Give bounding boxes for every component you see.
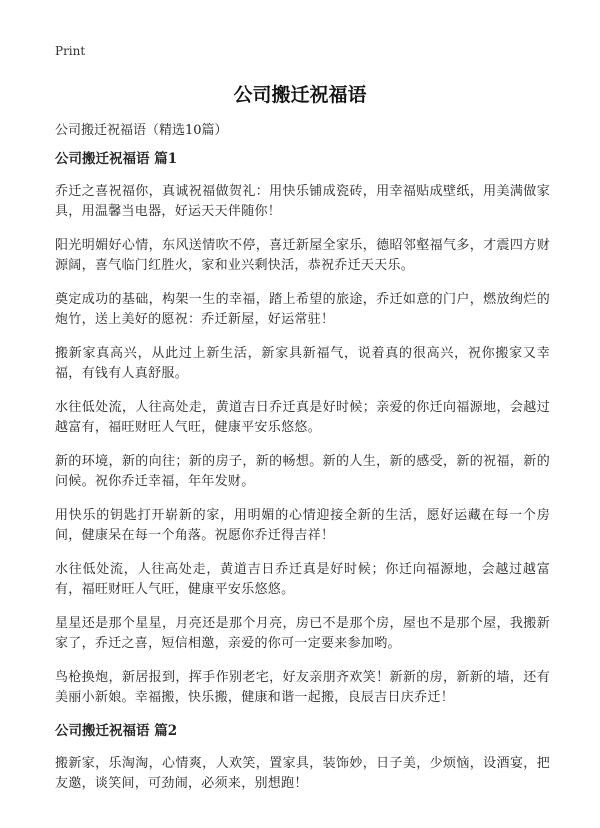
paragraph: 用快乐的钥匙打开崭新的家，用明媚的心情迎接全新的生活，愿好运藏在每一个房间，健康呆在每一个角落。祝愿你乔迁得吉祥！	[55, 508, 550, 543]
section-heading-1: 公司搬迁祝福语 篇1	[55, 151, 178, 167]
paragraph: 奠定成功的基础，构架一生的幸福，踏上希望的旅途，乔迁如意的门户，燃放绚烂的炮竹，送上美好的愿祝：乔迁新屋，好运常驻！	[55, 292, 550, 327]
paragraph: 搬新家，乐淘淘，心情爽，人欢笑，置家具，装饰妙，日子美，少烦恼，设酒宴，把友邀，谈笑间，可劲闹，必须来，别想跑！	[55, 756, 550, 791]
print-link[interactable]: Print	[55, 44, 86, 58]
page-title: 公司搬迁祝福语	[233, 84, 367, 106]
paragraph: 星星还是那个星星，月亮还是那个月亮，房已不是那个房，屋也不是那个屋，我搬新家了，乔迁之喜，短信相邀，亲爱的你可一定要来参加哟。	[55, 616, 550, 651]
paragraph: 阳光明媚好心情，东风送情吹不停，喜迁新屋全家乐，德昭邻壑福气多，才震四方财源阔，喜气临门红胜火，家和业兴剩快活，恭祝乔迁天天乐。	[55, 238, 550, 273]
article-body	[55, 150, 550, 808]
paragraph: 搬新家真高兴，从此过上新生活，新家具新福气，说着真的很高兴，祝你搬家又幸福，有钱有人真舒服。	[55, 346, 550, 381]
paragraph: 水往低处流，人往高处走，黄道吉日乔迁真是好时候；亲爱的你迁向福源地，会越过越富有，福旺财旺人气旺，健康平安乐悠悠。	[55, 400, 550, 435]
paragraph: 乔迁之喜祝福你，真诚祝福做贺礼：用快乐铺成瓷砖，用幸福贴成壁纸，用美满做家具，用温馨当电器，好运天天伴随你！	[55, 184, 550, 219]
document-subtitle: 公司搬迁祝福语（精选10篇）	[55, 123, 228, 138]
section-heading-2: 公司搬迁祝福语 篇2	[55, 723, 178, 739]
paragraph: 新的环境，新的向往；新的房子，新的畅想。新的人生，新的感受，新的祝福，新的问候。祝你乔迁幸福，年年发财。	[55, 454, 550, 489]
paragraph: 鸟枪换炮，新居报到，挥手作别老宅，好友亲朋齐欢笑！新新的房，新新的墙，还有美丽小新娘。幸福搬，快乐搬，健康和谐一起搬，良辰吉日庆乔迁！	[55, 670, 550, 705]
paragraph: 水往低处流，人往高处走，黄道吉日乔迁真是好时候；你迁向福源地，会越过越富有，福旺财旺人气旺，健康平安乐悠悠。	[55, 562, 550, 597]
